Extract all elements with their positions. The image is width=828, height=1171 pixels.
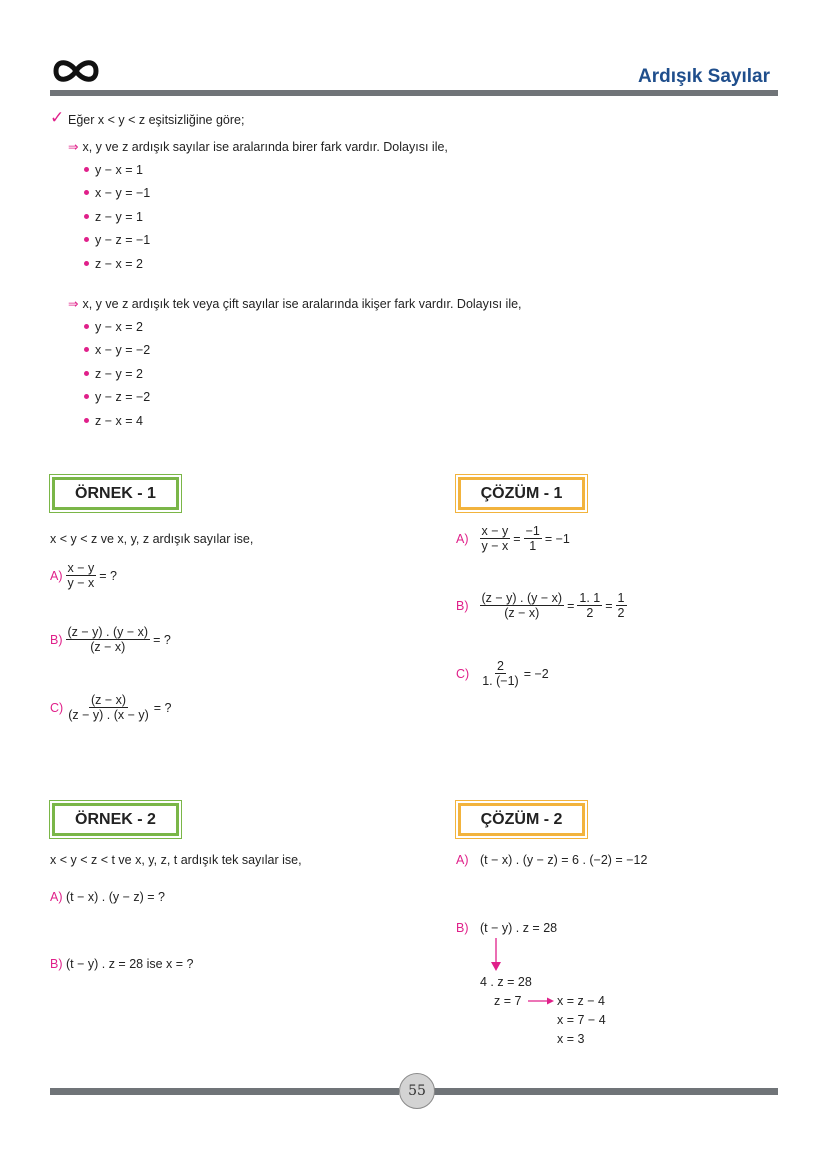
option-label: B) [50,633,63,647]
question-tail: = ? [153,633,171,647]
option-label: B) [50,957,63,971]
section2-text: x, y ve z ardışık tek veya çift sayılar ise aralarında ikişer fark vardır. Dolayısı ile, [82,297,522,311]
question-text: (t − x) . (y − z) = ? [65,890,165,904]
header-divider [50,90,778,96]
list-item [84,210,143,224]
cozum2-answer-a [456,853,647,867]
list-item [84,186,150,200]
question-text: (t − y) . z = 28 ise x = ? [65,957,194,971]
down-arrow-icon [490,938,502,972]
equation: x = 7 − 4 [557,1013,606,1027]
bullet-icon [84,214,89,219]
denominator: y − x [67,576,95,590]
list-item [84,163,143,177]
result: = −1 [544,532,570,546]
bullet-icon [84,167,89,172]
bullet-icon [84,371,89,376]
denominator: 1. (−1) [482,674,519,688]
numerator: x − y [481,524,509,538]
list-item [84,343,150,357]
list-item [84,367,143,381]
denominator: 2 [617,606,625,620]
numerator: 2 [496,659,504,673]
ornek1-prompt: x < y < z ve x, y, z ardışık sayılar ise, [50,532,254,546]
list-item [84,257,143,271]
numerator: x − y [67,561,95,575]
bullet-icon [84,190,89,195]
list-item [84,233,150,247]
denominator: (z − x) [90,640,126,654]
cozum1-answer-b [456,591,630,621]
option-label: C) [456,667,470,681]
checkmark-icon: ✓ [50,108,65,127]
infinity-icon [50,55,102,87]
page-number: 55 [399,1073,435,1109]
section1-text: x, y ve z ardışık sayılar ise aralarında birer fark vardır. Dolayısı ile, [82,140,448,154]
result: = −2 [523,667,549,681]
bullet-icon [84,261,89,266]
list-item [84,414,143,428]
option-label: A) [456,853,469,867]
fraction [577,591,602,621]
footer-divider-right [433,1088,778,1095]
denominator: 2 [586,606,594,620]
cozum1-title: ÇÖZÜM - 1 [458,477,585,510]
bullet-icon [84,237,89,242]
fraction [480,591,565,621]
numerator: 1 [617,591,625,605]
equals-sign: = [513,532,521,546]
equation: x − y = −2 [95,343,151,357]
ornek1-question-b [50,625,171,655]
ornek2-question-a [50,890,165,904]
ornek1-title: ÖRNEK - 1 [52,477,179,510]
intro-text: Eğer x < y < z eşitsizliğine göre; [68,113,245,127]
option-label: A) [456,532,469,546]
option-label: B) [456,599,469,613]
right-arrow-icon [527,995,555,1007]
fraction [66,561,97,591]
numerator: (z − y) . (y − x) [67,625,149,639]
option-label: A) [50,890,63,904]
denominator: (z − y) . (x − y) [68,708,149,722]
page-title: Ardışık Sayılar [637,66,770,87]
equation: x − y = −1 [95,186,151,200]
equation: y − z = −2 [95,390,151,404]
numerator: (z − x) [90,693,127,707]
equation: z − y = 2 [95,367,143,381]
denominator: (z − x) [504,606,540,620]
equation: z = 7 [494,994,522,1008]
fraction [616,591,627,621]
implies-arrow-icon: ⇒ [68,140,79,154]
cozum2-title: ÇÖZÜM - 2 [458,803,585,836]
numerator: −1 [525,524,540,538]
denominator: 1 [529,539,537,553]
denominator: y − x [481,539,509,553]
bullet-icon [84,324,89,329]
fraction [480,659,520,689]
list-item [84,320,143,334]
ornek2-title: ÖRNEK - 2 [52,803,179,836]
section1-heading [68,139,448,154]
numerator: (z − y) . (y − x) [481,591,563,605]
equation: z − y = 1 [95,210,143,224]
cozum2-answer-b [456,921,557,935]
bullet-icon [84,347,89,352]
equation: z − x = 2 [95,257,143,271]
list-item [84,390,150,404]
equation: y − z = −1 [95,233,151,247]
equals-sign: = [605,599,613,613]
answer-text: (t − x) . (y − z) = 6 . (−2) = −12 [479,853,648,867]
equation: z − x = 4 [95,414,143,428]
implies-arrow-icon: ⇒ [68,297,79,311]
fraction [66,625,151,655]
option-label: C) [50,701,64,715]
equation: y − x = 2 [95,320,143,334]
ornek1-question-a [50,561,117,591]
equals-sign: = [567,599,575,613]
ornek2-prompt: x < y < z < t ve x, y, z, t ardışık tek sayılar ise, [50,853,302,867]
equation: (t − y) . z = 28 [479,921,558,935]
equation: 4 . z = 28 [480,975,532,989]
equation: x = 3 [557,1032,585,1046]
fraction [524,524,542,554]
cozum1-answer-a [456,524,570,554]
section2-heading [68,296,522,311]
fraction [66,693,151,723]
cozum1-answer-c [456,659,549,689]
ornek1-question-c [50,693,172,723]
footer-divider-left [50,1088,399,1095]
equation: x = z − 4 [557,994,605,1008]
question-tail: = ? [99,569,117,583]
option-label: B) [456,921,469,935]
bullet-icon [84,418,89,423]
numerator: 1. 1 [579,591,601,605]
bullet-icon [84,394,89,399]
equation: y − x = 1 [95,163,143,177]
fraction [480,524,511,554]
question-tail: = ? [153,701,172,715]
ornek2-question-b [50,957,193,971]
option-label: A) [50,569,63,583]
